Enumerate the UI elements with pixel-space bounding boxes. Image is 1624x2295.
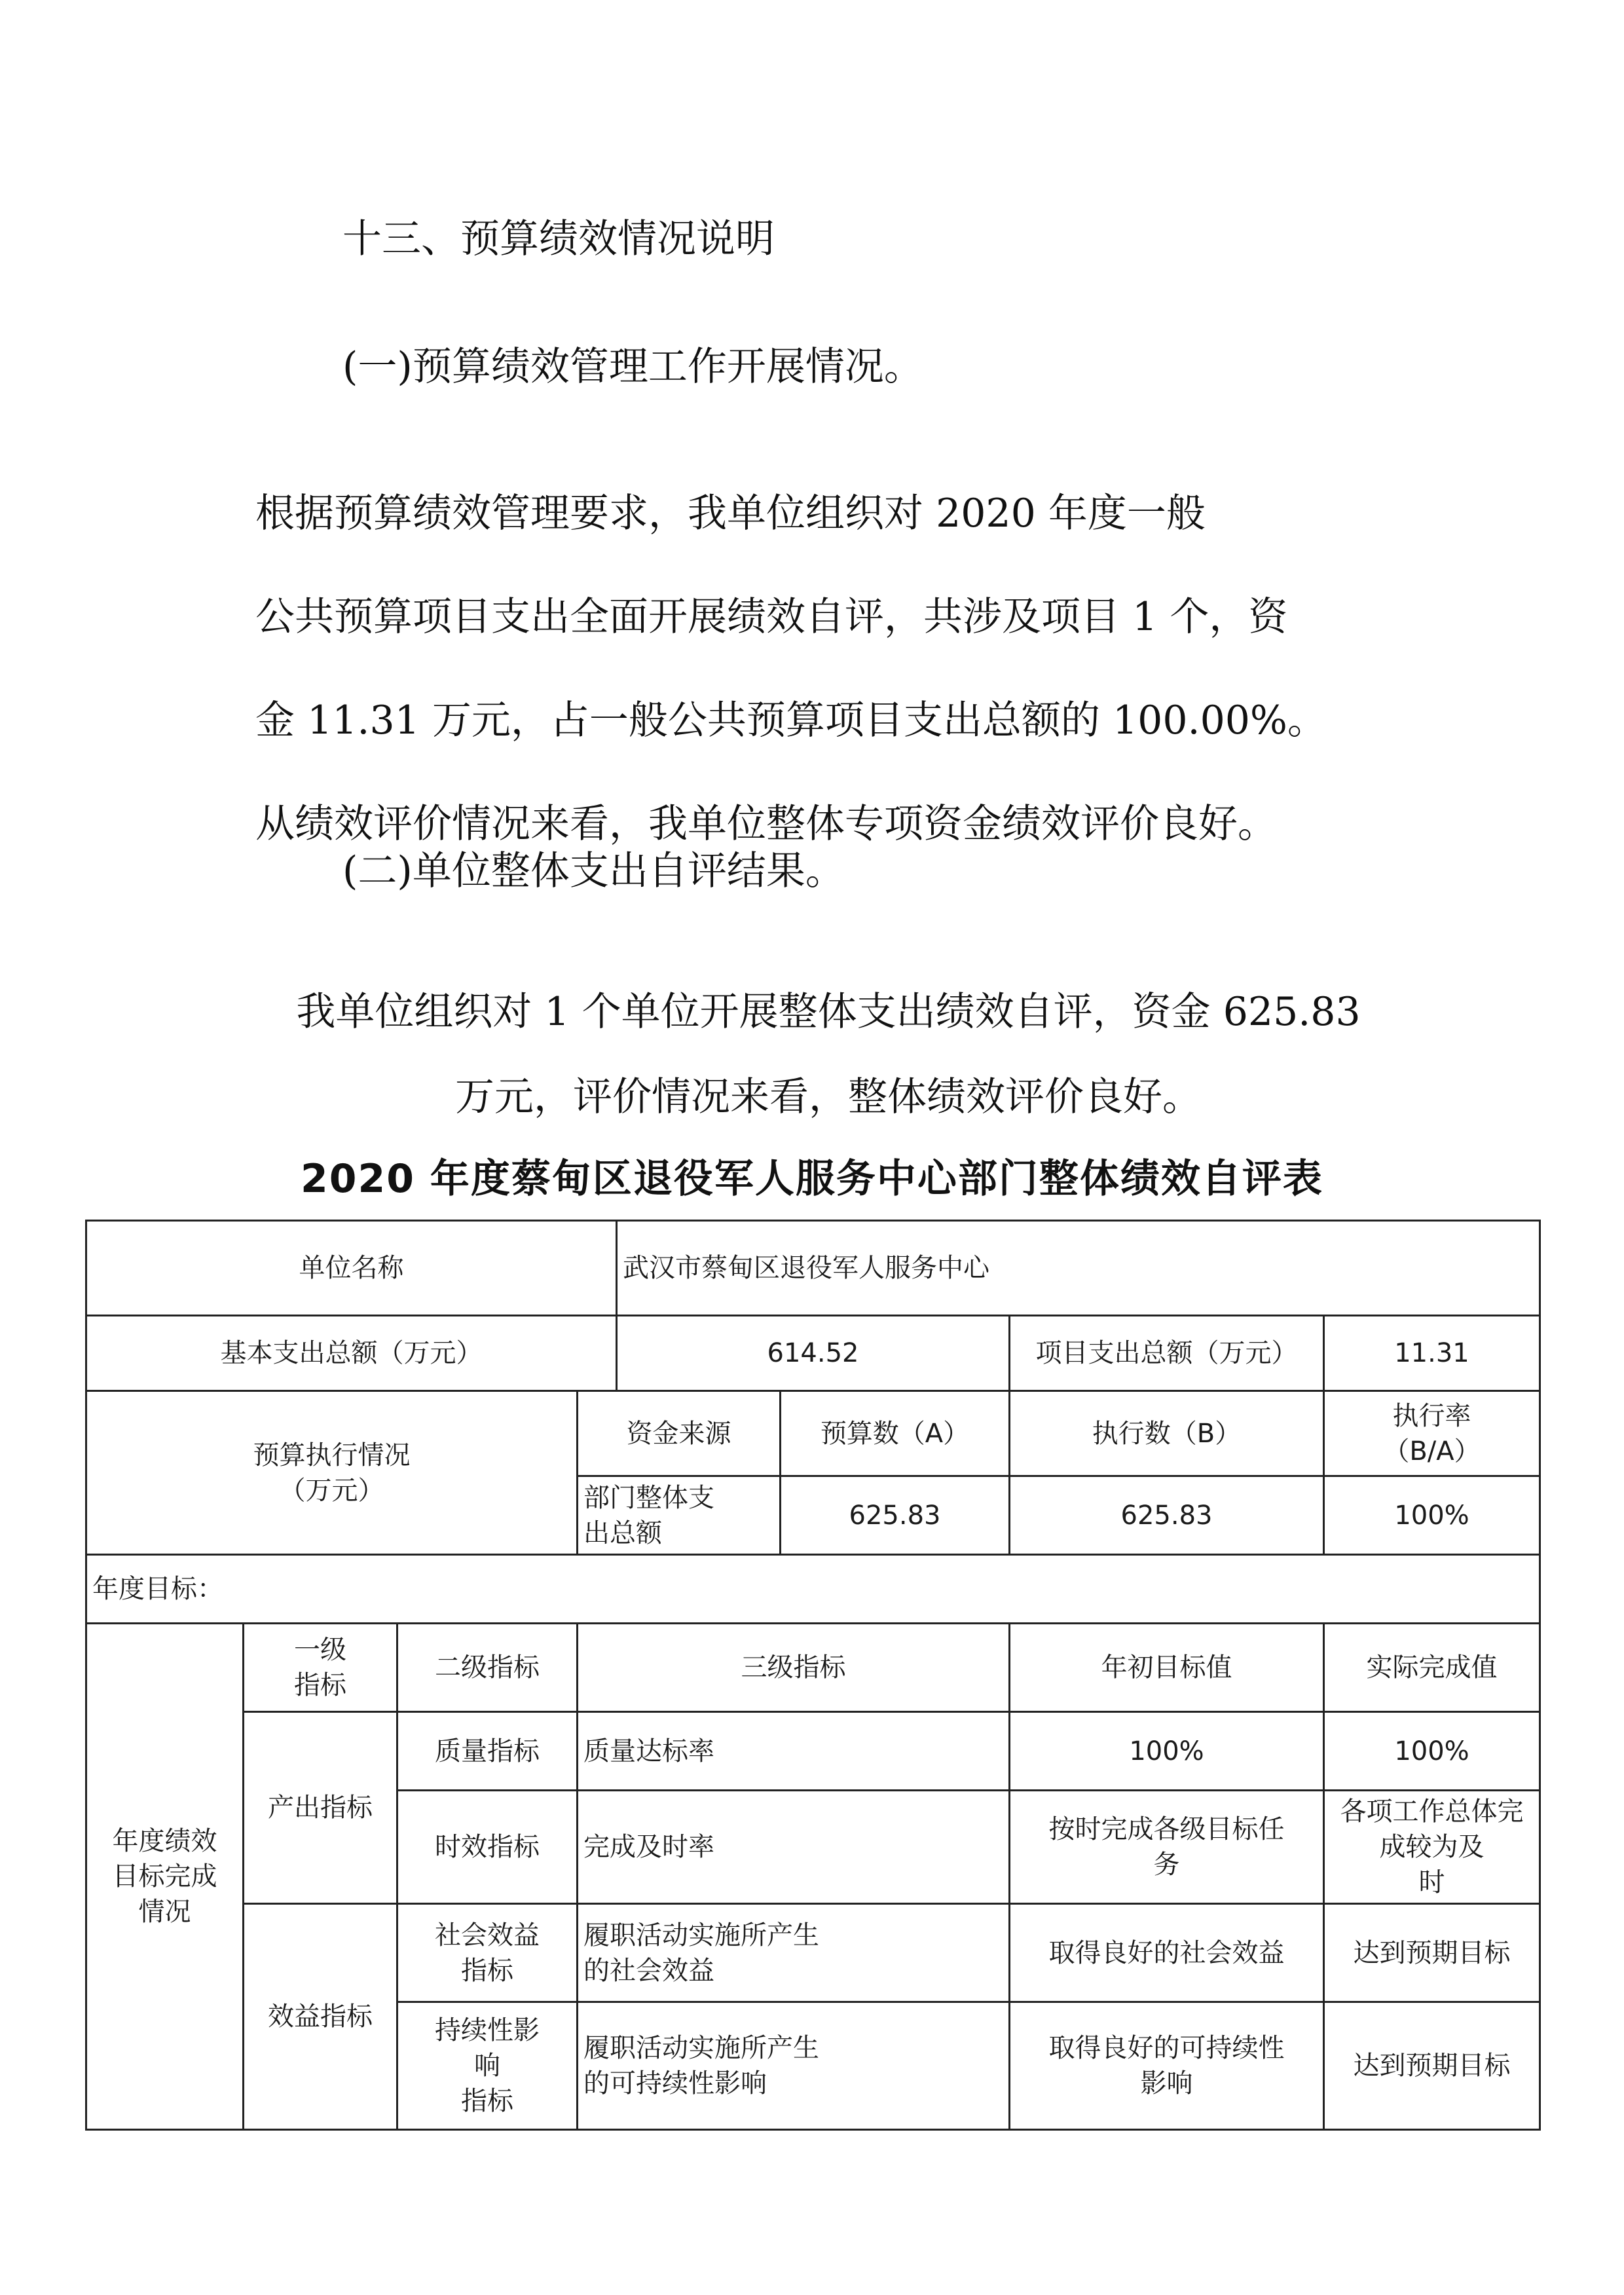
- actual-cell: 达到预期目标: [1324, 1904, 1540, 2002]
- fund-source-value: [578, 1476, 781, 1555]
- target-line: 影响: [1140, 2068, 1193, 2099]
- table-row: [86, 1316, 1540, 1391]
- perf-label-line: 目标完成: [112, 1861, 217, 1892]
- section-heading: 十三、预算绩效情况说明: [342, 216, 775, 262]
- perf-label-line: 情况: [138, 1897, 191, 1927]
- level3-line: 的社会效益: [583, 1955, 714, 1986]
- table-row: [86, 1712, 1540, 1791]
- fund-source-line: 部门整体支: [583, 1482, 714, 1513]
- paragraph-2: [255, 969, 1401, 1140]
- target-line: 取得良好的可持续性: [1048, 2033, 1285, 2063]
- output-indicator: 产出指标: [244, 1712, 397, 1904]
- table-row: [86, 1221, 1540, 1316]
- paragraph-2-line: 我单位组织对 1 个单位开展整体支出绩效自评，资金 625.83: [296, 989, 1361, 1035]
- budget-exec-label-line: 预算执行情况: [253, 1440, 411, 1470]
- level3-cell: [578, 1904, 1010, 2002]
- target-cell: 取得良好的社会效益: [1010, 1904, 1324, 2002]
- target-cell: 100%: [1010, 1712, 1324, 1791]
- subsection-title-2: (二)单位整体支出自评结果。: [342, 848, 845, 894]
- target-cell: [1010, 1791, 1324, 1904]
- level2-line: 指标: [461, 2086, 513, 2116]
- execution-value: 625.83: [1010, 1476, 1324, 1555]
- basic-expense-value: 614.52: [617, 1316, 1010, 1391]
- actual-cell: 达到预期目标: [1324, 2002, 1540, 2130]
- level2-cell: [397, 1904, 578, 2002]
- paragraph-1: [255, 462, 1401, 876]
- level3-cell: 完成及时率: [578, 1791, 1010, 1904]
- table-row: [86, 1904, 1540, 2002]
- level2-line: 持续性影: [435, 2015, 540, 2045]
- benefit-indicator: 效益指标: [244, 1904, 397, 2130]
- target-cell: [1010, 2002, 1324, 2130]
- paragraph-1-line: 根据预算绩效管理要求，我单位组织对 2020 年度一般: [255, 491, 1206, 536]
- level3-cell: 质量达标率: [578, 1712, 1010, 1791]
- level2-cell: 时效指标: [397, 1791, 578, 1904]
- paragraph-1-line: 从绩效评价情况来看，我单位整体专项资金绩效评价良好。: [255, 801, 1277, 847]
- actual-line: 各项工作总体完成较为及: [1340, 1797, 1524, 1862]
- rate-value: 100%: [1324, 1476, 1540, 1555]
- budget-exec-label: [86, 1391, 578, 1555]
- paragraph-1-line: 金 11.31 万元，占一般公共预算项目支出总额的 100.00%。: [255, 698, 1327, 743]
- level3-line: 履职活动实施所产生: [583, 1920, 819, 1950]
- budget-value: 625.83: [781, 1476, 1010, 1555]
- project-expense-value: 11.31: [1324, 1316, 1540, 1391]
- level1-header-line: 指标: [294, 1670, 346, 1700]
- paragraph-1-line: 公共预算项目支出全面开展绩效自评，共涉及项目 1 个，资: [255, 594, 1288, 640]
- level2-line: 指标: [461, 1955, 513, 1986]
- fund-source-line: 出总额: [583, 1518, 662, 1548]
- actual-cell: [1324, 1791, 1540, 1904]
- table-title: 2020 年度蔡甸区退役军人服务中心部门整体绩效自评表: [301, 1156, 1323, 1202]
- target-line: 按时完成各级目标任: [1048, 1814, 1285, 1844]
- evaluation-table: [85, 1220, 1541, 2131]
- budget-exec-label-line: （万元）: [279, 1475, 384, 1506]
- subsection-title-1: (一)预算绩效管理工作开展情况。: [342, 344, 923, 390]
- project-expense-label: 项目支出总额（万元）: [1010, 1316, 1324, 1391]
- rate-header: [1324, 1391, 1540, 1476]
- table-row: [86, 1391, 1540, 1476]
- level3-cell: [578, 2002, 1010, 2130]
- table-row: [86, 1624, 1540, 1712]
- target-line: 务: [1153, 1850, 1180, 1880]
- actual-header: 实际完成值: [1324, 1624, 1540, 1712]
- budget-header: 预算数（A）: [781, 1391, 1010, 1476]
- perf-label-line: 年度绩效: [112, 1826, 217, 1856]
- unit-name-value: 武汉市蔡甸区退役军人服务中心: [617, 1221, 1540, 1316]
- actual-line: 时: [1418, 1867, 1445, 1897]
- level2-line: 响: [474, 2051, 500, 2081]
- level2-cell: [397, 2002, 578, 2130]
- annual-goal-label: 年度目标：: [86, 1555, 1540, 1624]
- unit-name-label: 单位名称: [86, 1221, 617, 1316]
- level2-cell: 质量指标: [397, 1712, 578, 1791]
- basic-expense-label: 基本支出总额（万元）: [86, 1316, 617, 1391]
- execution-header: 执行数（B）: [1010, 1391, 1324, 1476]
- level2-line: 社会效益: [435, 1920, 540, 1950]
- table-row: [86, 1555, 1540, 1624]
- level1-header: [244, 1624, 397, 1712]
- level1-header-line: 一级: [294, 1635, 346, 1665]
- level3-header: 三级指标: [578, 1624, 1010, 1712]
- rate-header-line: （B/A）: [1383, 1436, 1481, 1466]
- rate-header-line: 执行率: [1392, 1400, 1471, 1431]
- level3-line: 履职活动实施所产生: [583, 2033, 819, 2063]
- paragraph-2-line: 万元，评价情况来看，整体绩效评价良好。: [455, 1074, 1202, 1120]
- level3-line: 的可持续性影响: [583, 2068, 767, 2099]
- fund-source-header: 资金来源: [578, 1391, 781, 1476]
- target-header: 年初目标值: [1010, 1624, 1324, 1712]
- perf-completion-label: [86, 1624, 244, 2130]
- actual-cell: 100%: [1324, 1712, 1540, 1791]
- level2-header: 二级指标: [397, 1624, 578, 1712]
